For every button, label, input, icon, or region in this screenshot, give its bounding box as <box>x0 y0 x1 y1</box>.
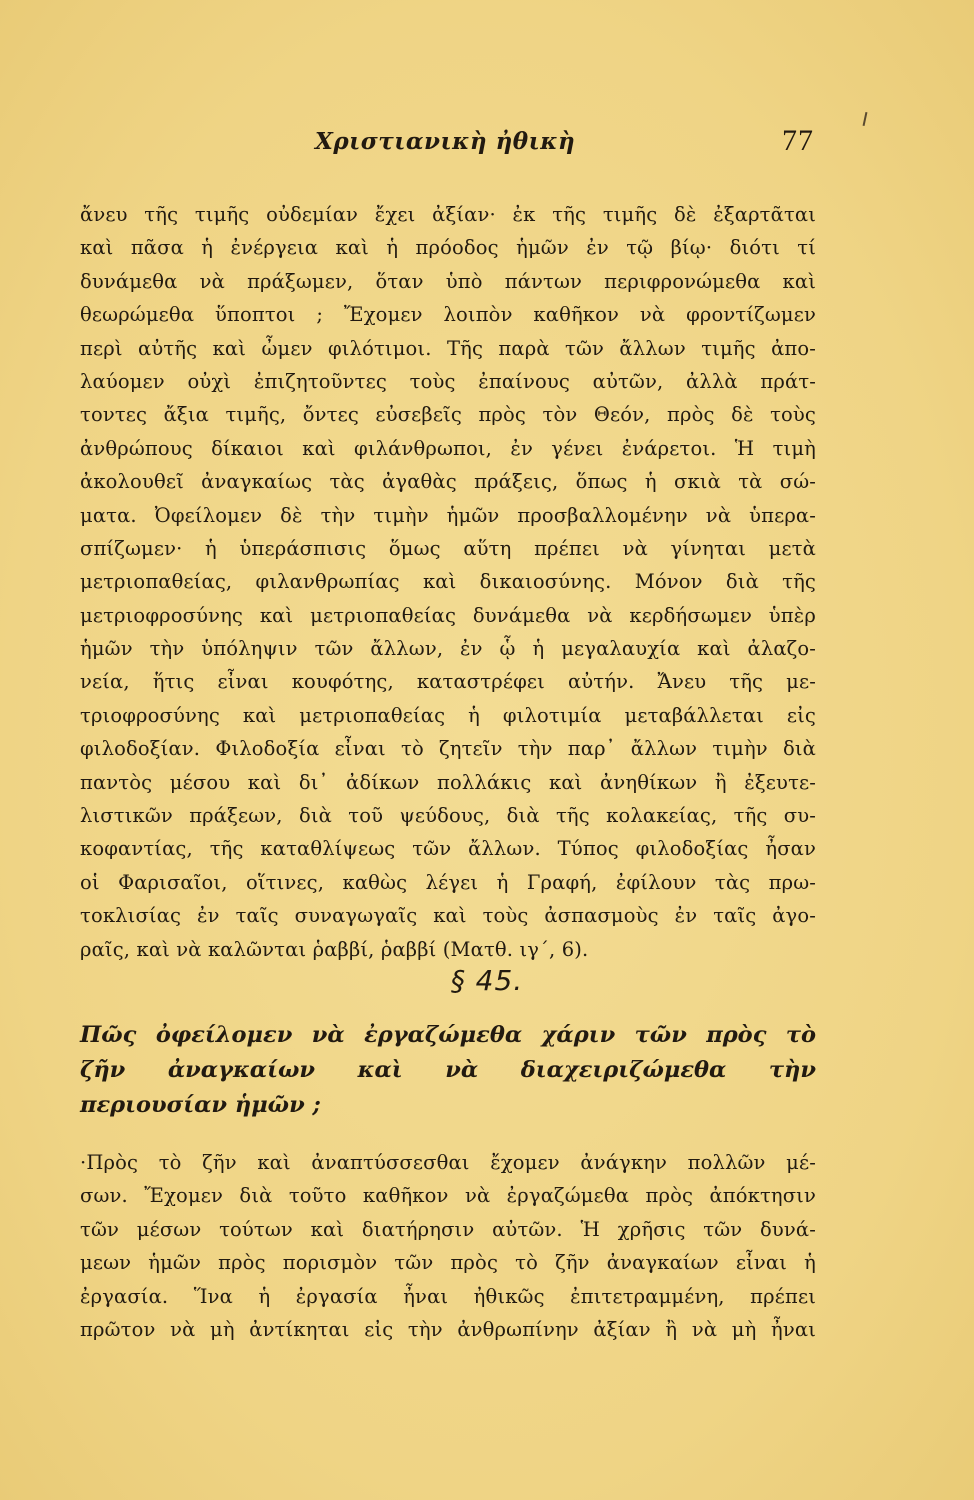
text-line: τριοφροσύνης καὶ μετριοπαθείας ἡ φιλοτιμία μεταβάλλεται εἰς <box>80 703 816 727</box>
section-title-line: περιουσίαν ἡμῶν ; <box>80 1092 321 1118</box>
section-title-line: ζῆν ἀναγκαίων καὶ νὰ διαχειριζώμεθα τὴν <box>80 1057 816 1083</box>
text-line: περὶ αὐτῆς καὶ ὦμεν φιλότιμοι. Τῆς παρὰ τῶν ἄλλων τιμῆς ἀπο- <box>80 336 816 360</box>
text-line: τοκλισίας ἐν ταῖς συναγωγαῖς καὶ τοὺς ἀσπασμοὺς ἐν ταῖς ἀγο- <box>80 904 816 928</box>
text-line: οἱ Φαρισαῖοι, οἵτινες, καθὼς λέγει ἡ Γραφή, ἐφίλουν τὰς πρω- <box>80 870 816 894</box>
text-line: ἡμῶν τὴν ὑπόληψιν τῶν ἄλλων, ἐν ᾧ ἡ μεγαλαυχία καὶ ἀλαζο- <box>80 637 816 661</box>
text-line: θεωρώμεθα ὕποπτοι ; Ἔχομεν λοιπὸν καθῆκον νὰ φροντίζωμεν <box>80 303 816 327</box>
text-line: μετριοπαθείας, φιλανθρωπίας καὶ δικαιοσύνης. Μόνον διὰ τῆς <box>80 570 816 594</box>
text-line: ματα. Ὀφείλομεν δὲ τὴν τιμὴν ἡμῶν προσβαλλομένην νὰ ὑπερα- <box>80 503 816 527</box>
text-line: φιλοδοξίαν. Φιλοδοξία εἶναι τὸ ζητεῖν τὴν παρ᾽ ἄλλων τιμὴν διὰ <box>80 737 816 761</box>
text-line: ἀνθρώπους δίκαιοι καὶ φιλάνθρωποι, ἐν γένει ἐνάρετοι. Ἡ τιμὴ <box>80 436 816 460</box>
text-line: μετριοφροσύνης καὶ μετριοπαθείας δυνάμεθα νὰ κερδήσωμεν ὑπὲρ <box>80 603 816 627</box>
text-line: σπίζωμεν· ἡ ὑπεράσπισις ὅμως αὕτη πρέπει νὰ γίνηται μετὰ <box>80 536 816 560</box>
text-line: καὶ πᾶσα ἡ ἐνέργεια καὶ ἡ πρόοδος ἡμῶν ἐν τῷ βίῳ· διότι τί <box>80 236 816 260</box>
text-line: πρῶτον νὰ μὴ ἀντίκηται εἰς τὴν ἀνθρωπίνην ἀξίαν ἢ νὰ μὴ ἦναι <box>80 1317 816 1341</box>
text-line: δυνάμεθα νὰ πράξωμεν, ὅταν ὑπὸ πάντων περιφρονώμεθα καὶ <box>80 269 816 293</box>
section-title-line: Πῶς ὀφείλομεν νὰ ἐργαζώμεθα χάριν τῶν πρὸς τὸ <box>80 1022 816 1048</box>
text-line: ·Πρὸς τὸ ζῆν καὶ ἀναπτύσσεσθαι ἔχομεν ἀνάγκην πολλῶν μέ- <box>80 1151 816 1174</box>
text-line: λιστικῶν πράξεων, διὰ τοῦ ψεύδους, διὰ τῆς κολακείας, τῆς συ- <box>80 804 816 828</box>
ink-mark <box>863 112 868 126</box>
section-number: § 45. <box>450 964 524 997</box>
text-line: σων. Ἔχομεν διὰ τοῦτο καθῆκον νὰ ἐργαζώμεθα πρὸς ἀπόκτησιν <box>80 1184 816 1208</box>
text-line: λαύομεν οὐχὶ ἐπιζητοῦντες τοὺς ἐπαίνους αὐτῶν, ἀλλὰ πράτ- <box>80 369 816 393</box>
text-line: ἐργασία. Ἵνα ἡ ἐργασία ἦναι ἠθικῶς ἐπιτετραμμένη, πρέπει <box>80 1284 816 1308</box>
text-line: ἄνευ τῆς τιμῆς οὐδεμίαν ἔχει ἀξίαν· ἐκ τῆς τιμῆς δὲ ἐξαρτᾶται <box>80 203 816 226</box>
text-line: μεων ἡμῶν πρὸς πορισμὸν τῶν πρὸς τὸ ζῆν ἀναγκαίων εἶναι ἡ <box>80 1251 816 1275</box>
page-header <box>80 124 814 164</box>
text-line: ἀκολουθεῖ ἀναγκαίως τὰς ἀγαθὰς πράξεις, ὅπως ἡ σκιὰ τὰ σώ- <box>80 470 816 494</box>
paragraph-1 <box>80 198 816 966</box>
text-line: παντὸς μέσου καὶ δι᾽ ἀδίκων πολλάκις καὶ ἀνηθίκων ἢ ἐξευτε- <box>80 770 816 794</box>
text-line: νεία, ἥτις εἶναι κουφότης, καταστρέφει αὐτήν. Ἄνευ τῆς με- <box>80 670 816 694</box>
text-line: ραῖς, καὶ νὰ καλῶνται ῥαββί, ῥαββί (Ματθ. ιγ΄, 6). <box>80 937 589 961</box>
paragraph-2 <box>80 1146 816 1346</box>
running-title: Χριστιανικὴ ἠθικὴ <box>315 128 576 155</box>
section-title <box>80 1018 816 1123</box>
text-line: τῶν μέσων τούτων καὶ διατήρησιν αὐτῶν. Ἡ χρῆσις τῶν δυνά- <box>80 1217 816 1241</box>
page-number: 77 <box>782 124 814 157</box>
text-line: κοφαντίας, τῆς καταθλίψεως τῶν ἄλλων. Τύπος φιλοδοξίας ἦσαν <box>80 837 816 861</box>
text-line: τοντες ἄξια τιμῆς, ὄντες εὐσεβεῖς πρὸς τὸν Θεόν, πρὸς δὲ τοὺς <box>80 403 816 427</box>
